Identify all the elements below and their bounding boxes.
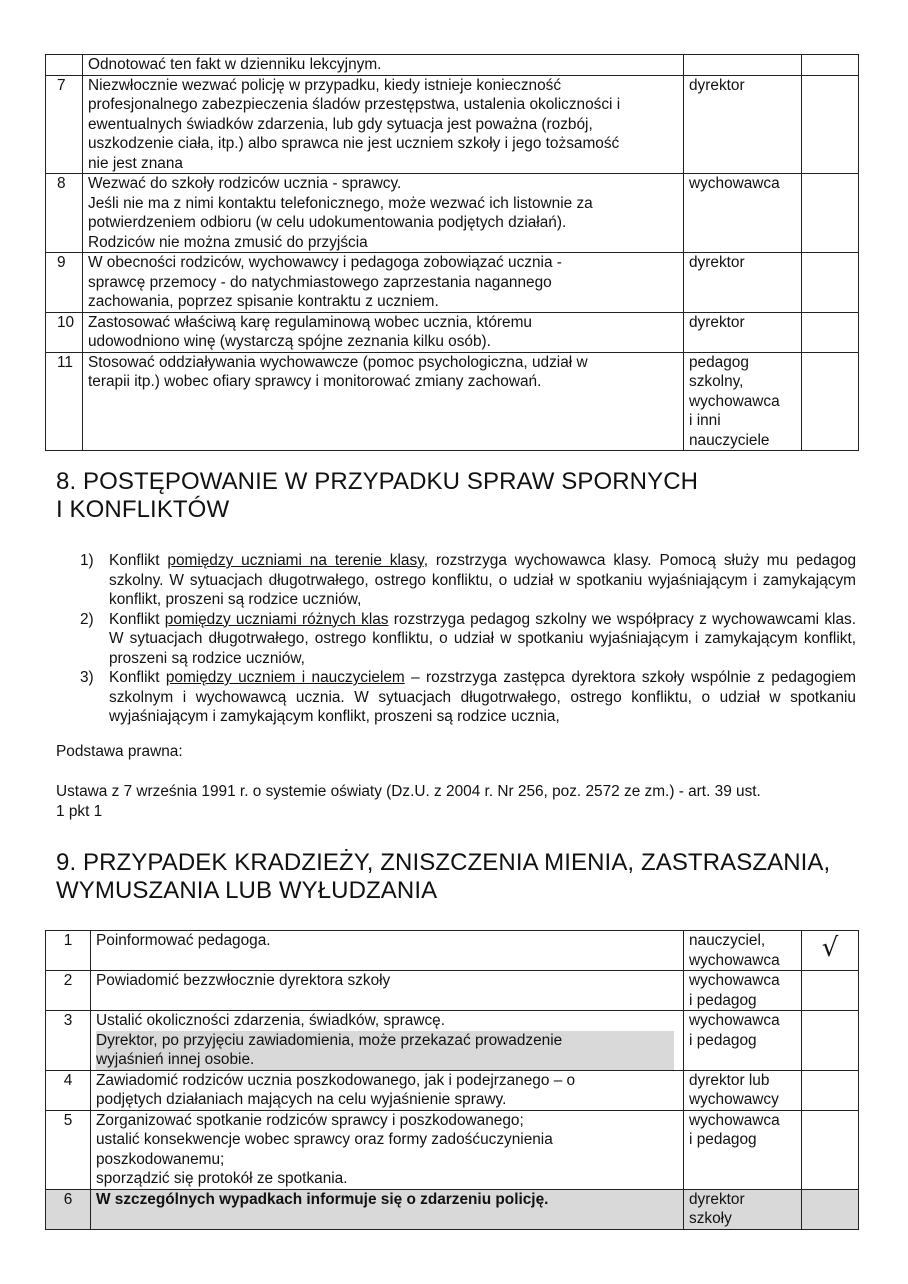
description-line: Jeśli nie ma z nimi kontaktu telefonicznego, może wezwać ich listownie za [88, 194, 593, 212]
table-row [46, 1189, 859, 1229]
description-line: Ustalić okoliczności zdarzenia, świadków, sprawcę. [96, 1012, 445, 1029]
step-description [91, 1189, 684, 1229]
table-row [46, 75, 859, 174]
row-number: 7 [46, 75, 83, 174]
list-item [80, 668, 856, 727]
role-line: wychowawca [689, 951, 780, 969]
list-item [80, 551, 856, 610]
table-row [46, 312, 859, 352]
responsible-person [684, 931, 802, 971]
step-description [91, 931, 684, 971]
list-marker: 2) [80, 610, 94, 628]
responsible-person [684, 1011, 802, 1071]
row-number: 5 [46, 1110, 91, 1189]
responsible-person [684, 352, 802, 451]
check-cell [802, 75, 859, 174]
legal-basis-line: Ustawa z 7 września 1991 r. o systemie oświaty (Dz.U. z 2004 r. Nr 256, poz. 2572 ze zm.) - art. 39 ust. [56, 783, 761, 800]
role-line: dyrektor [689, 76, 745, 94]
step-description [83, 75, 684, 174]
description-line: W obecności rodziców, wychowawcy i pedagoga zobowiązać ucznia - [88, 254, 562, 271]
responsible-person [684, 971, 802, 1011]
table-row [46, 352, 859, 451]
role-line: i pedagog [689, 1031, 757, 1049]
list-item [80, 610, 856, 669]
description-line: profesjonalnego zabezpieczenia śladów przestępstwa, ustalenia okoliczności i [88, 96, 621, 113]
check-cell [802, 1110, 859, 1189]
description-line: Powiadomić bezzwłocznie dyrektora szkoły [96, 972, 391, 989]
check-cell [802, 931, 859, 971]
description-line: poszkodowanemu; [96, 1150, 225, 1168]
role-line: nauczyciel, [689, 932, 766, 949]
procedure-table-continued [45, 54, 859, 451]
check-cell [802, 253, 859, 313]
legal-basis-label: Podstawa prawna: [56, 743, 183, 760]
responsible-person [684, 312, 802, 352]
description-line: terapii itp.) wobec ofiary sprawcy i monitorować zmiany zachowań. [88, 373, 542, 390]
legal-basis-line: 1 pkt 1 [56, 802, 103, 820]
step-description [83, 55, 684, 76]
section-9-heading-line: WYMUSZANIA LUB WYŁUDZANIA [56, 877, 438, 904]
table-row [46, 931, 859, 971]
step-description [83, 253, 684, 313]
role-line: wychowawca [689, 1111, 780, 1129]
row-number: 9 [46, 253, 83, 313]
shaded-note [96, 1031, 674, 1070]
role-line: pedagog [689, 353, 749, 371]
responsible-person [684, 1110, 802, 1189]
row-number: 10 [46, 312, 83, 352]
underlined-phrase: pomiędzy uczniem i nauczycielem [165, 669, 405, 686]
list-item-text: Konflikt [109, 610, 165, 628]
role-line: i pedagog [689, 991, 757, 1009]
table-row [46, 971, 859, 1011]
role-line: nauczyciele [689, 431, 770, 449]
description-line: Zawiadomić rodziców ucznia poszkodowanego, jak i podejrzanego – o [96, 1071, 576, 1089]
row-number: 1 [46, 931, 91, 971]
section-8-heading-line: 8. POSTĘPOWANIE W PRZYPADKU SPRAW SPORNYCH [56, 468, 699, 495]
responsible-person [684, 1070, 802, 1110]
shaded-note-line: wyjaśnień innej osobie. [96, 1051, 255, 1068]
row-number: 2 [46, 971, 91, 1011]
role-line: dyrektor [689, 313, 745, 331]
role-line: wychowawcy [689, 1091, 779, 1108]
role-line: dyrektor lub [689, 1071, 770, 1089]
step-description [91, 1011, 684, 1071]
row-number [46, 55, 83, 76]
table-row [46, 1011, 859, 1071]
description-line: Wezwać do szkoły rodziców ucznia - sprawcy. [88, 175, 402, 192]
description-line: Zastosować właściwą karę regulaminową wobec ucznia, któremu [88, 313, 532, 331]
role-line: i pedagog [689, 1131, 757, 1148]
description-line: sprawcę przemocy - do natychmiastowego zaprzestania nagannego [88, 273, 552, 291]
check-cell [802, 1189, 859, 1229]
check-cell [802, 174, 859, 253]
responsible-person [684, 253, 802, 313]
row-number: 8 [46, 174, 83, 253]
description-line: ewentualnych świadków zdarzenia, lub gdy sytuacja jest poważna (rozbój, [88, 115, 593, 133]
description-line: potwierdzeniem odbioru (w celu udokumentowania podjętych działań). [88, 214, 567, 231]
role-line: dyrektor [689, 1190, 745, 1208]
description-line: sporządzić się protokół ze spotkania. [96, 1170, 348, 1187]
row-number: 11 [46, 352, 83, 451]
description-line: Zorganizować spotkanie rodziców sprawcy i poszkodowanego; [96, 1111, 524, 1129]
check-cell [802, 55, 859, 76]
check-mark-icon: √ [821, 933, 839, 963]
description-line: zachowania, poprzez spisanie kontraktu z uczniem. [88, 293, 439, 310]
step-description [83, 174, 684, 253]
list-item-text: Konflikt [109, 669, 166, 686]
check-cell [802, 971, 859, 1011]
underlined-phrase: pomiędzy uczniami na terenie klasy [167, 552, 424, 569]
section-9-heading-line: 9. PRZYPADEK KRADZIEŻY, ZNISZCZENIA MIENIA, ZASTRASZANIA, [56, 849, 831, 876]
list-item-text: , rozstrzyga wychowawca klasy. Pomocą służy mu pedagog szkolny. W sytuacjach długotrwałego, ostrego konfliktu, o udział w spotkaniu wyjaśniającym i zamykającym konflikt, proszeni są rodzice uczniów, [109, 552, 857, 608]
row-number: 3 [46, 1011, 91, 1071]
step-description [91, 1070, 684, 1110]
row-number: 4 [46, 1070, 91, 1110]
role-line: dyrektor [689, 254, 745, 271]
role-line: szkoły [689, 1210, 732, 1227]
description-line: udowodniono winę (wystarczą spójne zeznania kilku osób). [88, 333, 491, 350]
description-line: Stosować oddziaływania wychowawcze (pomoc psychologiczna, udział w [88, 353, 588, 371]
description-line: podjętych działaniach mających na celu wyjaśnienie sprawy. [96, 1091, 507, 1108]
description-line: Poinformować pedagoga. [96, 932, 271, 949]
section-9-heading [56, 849, 830, 905]
description-line: Niezwłocznie wezwać policję w przypadku, kiedy istnieje konieczność [88, 76, 562, 94]
section-8-heading-line: I KONFLIKTÓW [56, 496, 230, 523]
check-cell [802, 1011, 859, 1071]
legal-basis-text [56, 782, 846, 821]
role-line: wychowawca [689, 392, 780, 410]
role-line: wychowawca [689, 175, 780, 192]
step-description [91, 1110, 684, 1189]
table-row [46, 1110, 859, 1189]
step-description [91, 971, 684, 1011]
check-cell [802, 312, 859, 352]
responsible-person [684, 174, 802, 253]
role-line: i inni [689, 412, 721, 429]
conflict-resolution-list [80, 551, 856, 727]
table-row [46, 174, 859, 253]
description-line: nie jest znana [88, 154, 183, 172]
step-description [83, 312, 684, 352]
check-cell [802, 1070, 859, 1110]
responsible-person [684, 75, 802, 174]
theft-procedure-table [45, 930, 859, 1230]
row-number: 6 [46, 1189, 91, 1229]
role-line: wychowawca [689, 1012, 780, 1029]
description-line: uszkodzenie ciała, itp.) albo sprawca nie jest uczniem szkoły i jego tożsamość [88, 135, 620, 152]
shaded-note-line: Dyrektor, po przyjęciu zawiadomienia, może przekazać prowadzenie [96, 1031, 563, 1049]
description-line: Rodziców nie można zmusić do przyjścia [88, 233, 368, 251]
description-line: Odnotować ten fakt w dzienniku lekcyjnym. [88, 56, 382, 73]
list-marker: 1) [80, 552, 94, 569]
role-line: wychowawca [689, 972, 780, 989]
list-item-text: – rozstrzyga zastępca dyrektora szkoły wspólnie z pedagogiem szkolnym i wychowawcą ucznia. W sytuacjach długotrwałego, ostrego konfliktu, o udział w spotkaniu wyjaśniającym i zamykającym konflikt, proszeni są rodzice ucznia, [109, 669, 856, 725]
step-description [83, 352, 684, 451]
description-line: W szczególnych wypadkach informuje się o zdarzeniu policję. [96, 1190, 549, 1208]
list-item-text: Konflikt [109, 552, 168, 569]
list-item-text: rozstrzyga pedagog szkolny we współpracy z wychowawcami klas. W sytuacjach długotrwałego, ostrego konfliktu, o udział w spotkaniu wyjaśniającym i zamykającym konflikt, proszeni są rodzice uczniów, [109, 610, 856, 667]
check-cell [802, 352, 859, 451]
table-row [46, 253, 859, 313]
table-row [46, 1070, 859, 1110]
responsible-person [684, 1189, 802, 1229]
responsible-person [684, 55, 802, 76]
section-8-heading [56, 468, 698, 524]
table-row [46, 55, 859, 76]
role-line: szkolny, [689, 373, 744, 390]
list-marker: 3) [80, 669, 94, 686]
description-line: ustalić konsekwencje wobec sprawcy oraz formy zadośćuczynienia [96, 1131, 553, 1148]
underlined-phrase: pomiędzy uczniami różnych klas [164, 610, 389, 628]
